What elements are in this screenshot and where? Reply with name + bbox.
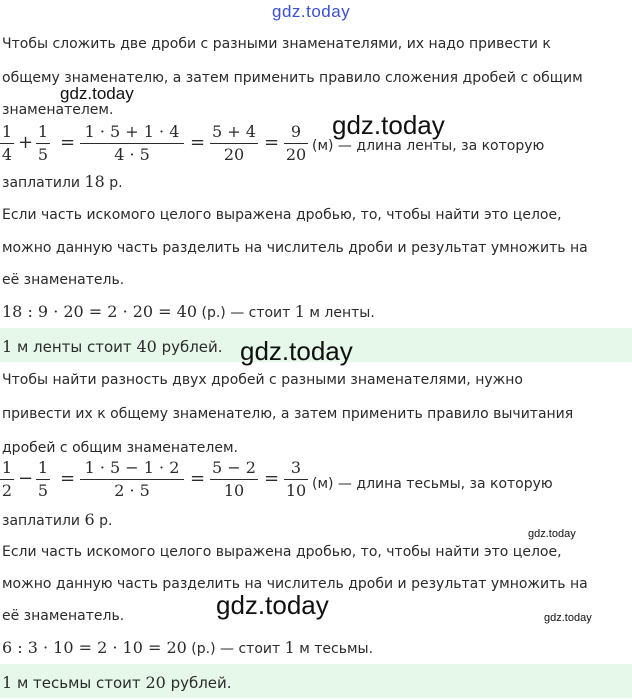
fraction-bar [210,143,258,144]
fraction [0,122,14,165]
part1-intro-line2: общему знаменателю, а затем применить правило сложения дробей с общим [2,70,583,86]
watermark: gdz.today [216,590,329,620]
numerator: 1 [1,458,13,477]
numerator: 1 [37,122,49,141]
part2-rule-line2: можно данную часть разделить на числитель дроби и результат умножить на [2,576,588,592]
fraction-bar [80,143,184,144]
numerator: 1 · 5 − 1 · 2 [84,458,180,477]
fraction-bar [284,143,308,144]
equals-sign: = [190,468,206,489]
part2-rule-line1: Если часть искомого целого выражена дробью, то, чтобы найти это целое, [2,544,562,560]
denominator: 2 [1,481,13,500]
paid-text: заплатили [2,175,85,191]
part2-paid-line [2,510,112,531]
part1-rule-line2: можно данную часть разделить на числитель дроби и результат умножить на [2,240,588,256]
equals-sign: = [190,132,206,153]
equals-sign: = [264,132,280,153]
part2-intro-line2: привести их к общему знаменателю, а затем применить правило вычитания [2,406,574,422]
part2-intro-line3: дробей с общим знаменателем. [2,440,238,456]
fraction [36,122,50,165]
calculation-text: (р.) — стоит [186,641,285,657]
denominator: 20 [285,145,307,164]
numerator: 3 [290,458,302,477]
calculation-text-end: м ленты. [304,305,375,321]
fraction [284,458,308,501]
part1-intro-line3: знаменателем. [2,102,114,118]
numerator: 5 + 4 [212,122,256,141]
fraction [36,458,50,501]
operator: + [18,132,34,153]
equation-tail: (м) — длина тесьмы, за которую [312,476,553,492]
calculation-number: 1 [294,302,305,321]
part2-answer [2,673,232,693]
watermark: gdz.today [240,336,353,366]
fraction-bar [36,143,50,144]
denominator: 4 [1,145,13,164]
answer-text-end: рублей. [165,674,232,692]
denominator: 20 [223,145,245,164]
part1-rule-line3: её знаменатель. [2,272,125,288]
answer-text: м тесьмы стоит [12,674,146,692]
watermark: gdz.today [60,84,134,103]
part1-answer [2,337,223,357]
calculation-text: (р.) — стоит [197,305,295,321]
fraction-bar [0,479,14,480]
part2-calculation [2,638,373,659]
part1-calculation [2,302,375,323]
fraction [80,458,184,501]
calculation-number: 1 [284,638,295,657]
fraction-bar [210,479,258,480]
fraction [0,458,14,501]
equals-sign: = [264,468,280,489]
answer-text-end: рублей. [156,338,223,356]
numerator: 1 [37,458,49,477]
numerator: 9 [290,122,302,141]
numerator: 1 [1,122,13,141]
answer-value: 20 [145,673,166,692]
equals-sign: = [60,468,76,489]
calculation-expression: 18 : 9 · 20 = 2 · 20 = 40 [2,302,198,321]
watermark-top: gdz.today [272,2,351,21]
fraction [210,458,258,501]
fraction [210,122,258,165]
fraction-bar [36,479,50,480]
fraction-bar [0,143,14,144]
paid-unit: р. [94,513,113,529]
fraction [284,122,308,165]
fraction [80,122,184,165]
paid-unit: р. [104,175,123,191]
part2-intro-line1: Чтобы найти разность двух дробей с разными знаменателями, нужно [2,372,523,388]
denominator: 5 [37,481,49,500]
paid-text: заплатили [2,513,85,529]
numerator: 1 · 5 + 1 · 4 [84,122,180,141]
part1-paid-line [2,172,123,193]
denominator: 2 · 5 [114,481,150,500]
answer-value: 40 [136,337,157,356]
equation-tail: (м) — длина ленты, за которую [312,138,545,154]
watermark: gdz.today [332,110,445,140]
denominator: 5 [37,145,49,164]
calculation-expression: 6 : 3 · 10 = 2 · 10 = 20 [2,638,187,657]
part1-intro-line1: Чтобы сложить две дроби с разными знаменателями, их надо привести к [2,36,551,52]
fraction-bar [80,479,184,480]
paid-value: 18 [84,172,105,191]
operator: − [18,468,34,489]
fraction-bar [284,479,308,480]
paid-value: 6 [84,510,95,529]
watermark: gdz.today [528,528,576,540]
equals-sign: = [60,132,76,153]
answer-text: м ленты стоит [12,338,137,356]
numerator: 5 − 2 [212,458,256,477]
part1-rule-line1: Если часть искомого целого выражена дробью, то, чтобы найти это целое, [2,207,562,223]
watermark: gdz.today [544,612,592,624]
denominator: 10 [223,481,245,500]
denominator: 4 · 5 [114,145,150,164]
part2-rule-line3: её знаменатель. [2,608,125,624]
calculation-text-end: м тесьмы. [294,641,374,657]
answer-number: 1 [2,673,13,692]
answer-number: 1 [2,337,13,356]
denominator: 10 [285,481,307,500]
